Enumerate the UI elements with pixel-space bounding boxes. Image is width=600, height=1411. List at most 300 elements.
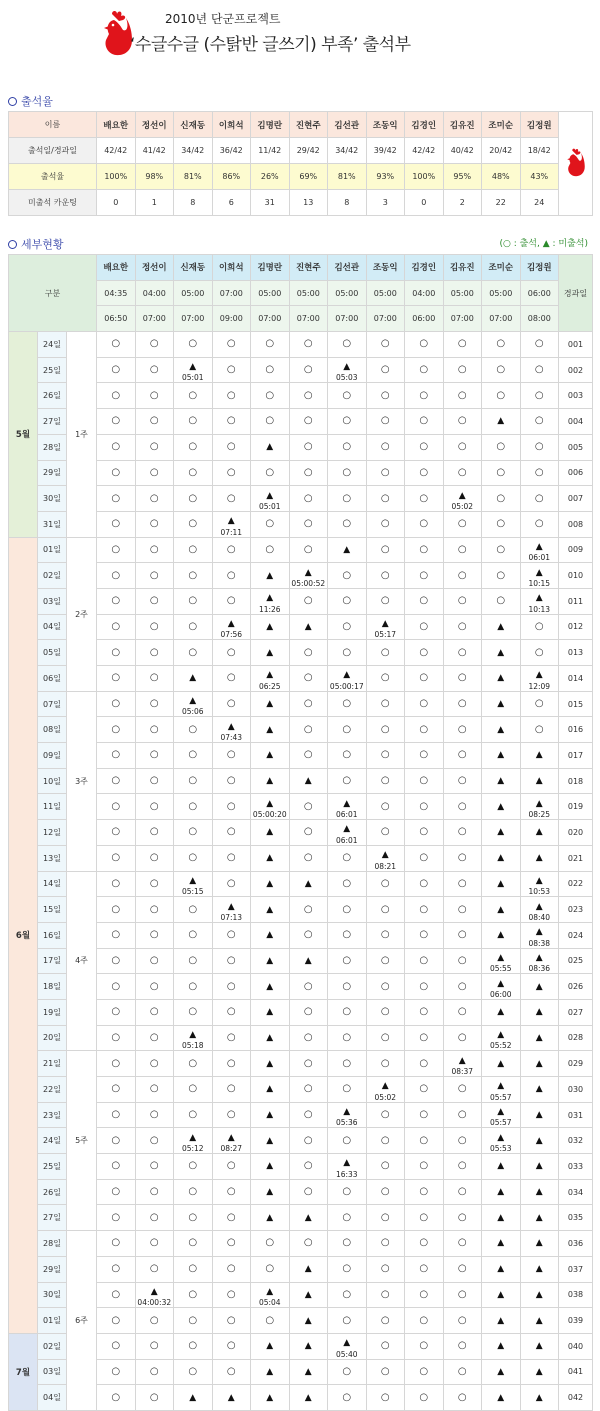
present-mark: ○: [111, 954, 121, 966]
day-row: [9, 563, 593, 589]
present-mark: ○: [380, 518, 390, 530]
attendance-cell: [405, 820, 444, 846]
present-mark: ○: [419, 1057, 429, 1069]
absent-mark: ▲: [535, 593, 543, 604]
attendance-cell: [366, 743, 405, 769]
attendance-cell: [212, 434, 251, 460]
elapsed-day: 025: [559, 948, 593, 974]
attendance-cell: [520, 922, 559, 948]
time-value: 05:00: [289, 280, 328, 306]
attendance-cell: [289, 1102, 328, 1128]
attendance-cell: [174, 717, 213, 743]
absent-mark: ▲: [266, 570, 274, 581]
day-label: 01일: [38, 537, 67, 563]
present-mark: ○: [457, 1391, 467, 1403]
present-mark: ○: [342, 415, 352, 427]
elapsed-day: 012: [559, 614, 593, 640]
attendance-cell: [520, 1308, 559, 1334]
present-mark: ○: [303, 466, 313, 478]
present-mark: ○: [188, 543, 198, 555]
arrival-time: 05:03: [335, 373, 358, 383]
month-label: 7월: [9, 1333, 38, 1410]
attendance-cell: [97, 691, 136, 717]
present-mark: ○: [149, 1006, 159, 1018]
absent-mark: ▲: [497, 1212, 505, 1223]
present-mark: ○: [342, 595, 352, 607]
attendance-cell: [520, 1359, 559, 1385]
attendance-cell: [443, 820, 482, 846]
attendance-cell: [135, 691, 174, 717]
day-label: 23일: [38, 1102, 67, 1128]
day-label: 29일: [38, 1256, 67, 1282]
attendance-cell: [251, 511, 290, 537]
attendance-cell: [443, 332, 482, 358]
present-mark: ○: [342, 980, 352, 992]
time-value: 06:00: [520, 280, 559, 306]
present-mark: ○: [188, 1083, 198, 1095]
present-mark: ○: [380, 1263, 390, 1275]
day-label: 21일: [38, 1051, 67, 1077]
present-mark: ○: [380, 415, 390, 427]
present-mark: ○: [342, 1237, 352, 1249]
attendance-cell: [366, 1256, 405, 1282]
present-mark: ○: [496, 492, 506, 504]
present-mark: ○: [226, 415, 236, 427]
absent-mark: ▲: [189, 1132, 197, 1143]
present-mark: ○: [303, 543, 313, 555]
attendance-cell: [482, 640, 521, 666]
present-mark: ○: [226, 826, 236, 838]
summary-value: 0: [405, 190, 444, 216]
absent-mark: ▲: [266, 490, 274, 501]
attendance-cell: [251, 922, 290, 948]
attendance-cell: [366, 922, 405, 948]
elapsed-day: 005: [559, 434, 593, 460]
arrival-time: 07:43: [220, 733, 243, 743]
attendance-cell: [443, 1051, 482, 1077]
elapsed-day: 007: [559, 486, 593, 512]
attendance-cell: [366, 614, 405, 640]
absent-mark: ▲: [266, 981, 274, 992]
present-mark: ○: [457, 723, 467, 735]
attendance-cell: [520, 332, 559, 358]
attendance-cell: [482, 845, 521, 871]
present-mark: ○: [457, 1365, 467, 1377]
day-row: [9, 1102, 593, 1128]
present-mark: ○: [457, 389, 467, 401]
attendance-cell: [212, 666, 251, 692]
present-mark: ○: [303, 1083, 313, 1095]
attendance-cell: [174, 1128, 213, 1154]
present-mark: ○: [457, 1211, 467, 1223]
present-mark: ○: [457, 441, 467, 453]
present-mark: ○: [457, 852, 467, 864]
attendance-cell: [520, 1179, 559, 1205]
attendance-cell: [405, 537, 444, 563]
member-name: 이희석: [212, 112, 251, 138]
absent-mark: ▲: [227, 618, 235, 629]
present-mark: ○: [303, 749, 313, 761]
arrival-time: 05:00:52: [291, 578, 326, 588]
elapsed-day: 028: [559, 1025, 593, 1051]
attendance-cell: [289, 563, 328, 589]
absent-mark: ▲: [266, 1161, 274, 1172]
absent-mark: ▲: [535, 541, 543, 552]
attendance-cell: [289, 948, 328, 974]
present-mark: ○: [226, 1109, 236, 1121]
attendance-cell: [251, 434, 290, 460]
attendance-cell: [520, 871, 559, 897]
present-mark: ○: [226, 1083, 236, 1095]
present-mark: ○: [342, 877, 352, 889]
day-label: 24일: [38, 1128, 67, 1154]
present-mark: ○: [380, 441, 390, 453]
attendance-cell: [443, 1128, 482, 1154]
present-mark: ○: [380, 1057, 390, 1069]
present-mark: ○: [149, 389, 159, 401]
summary-value: 39/42: [366, 138, 405, 164]
legend: (○ : 출석, ▲ : 미출석): [499, 239, 588, 249]
attendance-cell: [482, 486, 521, 512]
elapsed-day: 006: [559, 460, 593, 486]
attendance-cell: [366, 537, 405, 563]
row-label: 출석율: [9, 164, 97, 190]
member-name: 김명란: [251, 112, 290, 138]
summary-value: 2: [443, 190, 482, 216]
absent-mark: ▲: [304, 776, 312, 787]
attendance-cell: [135, 511, 174, 537]
present-mark: ○: [265, 389, 275, 401]
attendance-cell: [405, 383, 444, 409]
attendance-cell: [174, 1282, 213, 1308]
present-mark: ○: [419, 929, 429, 941]
attendance-cell: [174, 1385, 213, 1411]
present-mark: ○: [380, 492, 390, 504]
attendance-cell: [328, 743, 367, 769]
attendance-cell: [174, 1154, 213, 1180]
present-mark: ○: [226, 1365, 236, 1377]
attendance-cell: [443, 383, 482, 409]
present-mark: ○: [419, 1288, 429, 1300]
arrival-time: 06:01: [528, 553, 551, 563]
attendance-cell: [443, 1154, 482, 1180]
row-label: 출석일/경과일: [9, 138, 97, 164]
present-mark: ○: [419, 1391, 429, 1403]
attendance-cell: [520, 1205, 559, 1231]
arrival-time: 05:01: [258, 501, 281, 511]
attendance-cell: [251, 948, 290, 974]
absent-mark: ▲: [458, 1055, 466, 1066]
attendance-cell: [443, 357, 482, 383]
year-label: 2010년 단군프로젝트: [165, 12, 281, 26]
attendance-cell: [251, 1308, 290, 1334]
attendance-cell: [97, 332, 136, 358]
attendance-cell: [366, 974, 405, 1000]
absent-mark: ▲: [535, 1187, 543, 1198]
present-mark: ○: [419, 1109, 429, 1121]
absent-mark: ▲: [304, 567, 312, 578]
present-mark: ○: [342, 929, 352, 941]
attendance-cell: [289, 1154, 328, 1180]
attendance-cell: [443, 640, 482, 666]
summary-row-absent: [9, 190, 593, 216]
attendance-cell: [366, 1231, 405, 1257]
present-mark: ○: [457, 620, 467, 632]
present-mark: ○: [226, 775, 236, 787]
attendance-cell: [212, 486, 251, 512]
present-mark: ○: [149, 466, 159, 478]
attendance-cell: [174, 434, 213, 460]
present-mark: ○: [111, 1134, 121, 1146]
attendance-cell: [251, 666, 290, 692]
present-mark: ○: [457, 518, 467, 530]
present-mark: ○: [111, 929, 121, 941]
absent-mark: ▲: [227, 516, 235, 527]
present-mark: ○: [111, 389, 121, 401]
member-name: 김유진: [443, 255, 482, 281]
day-label: 06일: [38, 666, 67, 692]
attendance-cell: [212, 1179, 251, 1205]
present-mark: ○: [380, 826, 390, 838]
absent-mark: ▲: [266, 1286, 274, 1297]
present-mark: ○: [303, 1134, 313, 1146]
attendance-cell: [135, 332, 174, 358]
elapsed-day: 040: [559, 1333, 593, 1359]
attendance-cell: [135, 486, 174, 512]
attendance-cell: [97, 1205, 136, 1231]
present-mark: ○: [226, 1057, 236, 1069]
attendance-cell: [328, 948, 367, 974]
attendance-cell: [328, 1128, 367, 1154]
present-mark: ○: [188, 1288, 198, 1300]
time-row: [9, 280, 593, 306]
present-mark: ○: [342, 775, 352, 787]
attendance-cell: [212, 768, 251, 794]
day-label: 04일: [38, 614, 67, 640]
attendance-cell: [405, 1333, 444, 1359]
arrival-time: 12:09: [528, 681, 551, 691]
present-mark: ○: [303, 492, 313, 504]
attendance-cell: [289, 691, 328, 717]
section-attendance-rate-title: [8, 93, 53, 109]
elapsed-day: 037: [559, 1256, 593, 1282]
elapsed-day: 029: [559, 1051, 593, 1077]
attendance-cell: [174, 332, 213, 358]
attendance-cell: [520, 1256, 559, 1282]
attendance-cell: [366, 717, 405, 743]
attendance-cell: [405, 1385, 444, 1411]
day-row: [9, 383, 593, 409]
present-mark: ○: [342, 518, 352, 530]
present-mark: ○: [226, 852, 236, 864]
attendance-cell: [289, 743, 328, 769]
attendance-cell: [135, 999, 174, 1025]
attendance-cell: [97, 537, 136, 563]
attendance-cell: [405, 588, 444, 614]
present-mark: ○: [226, 1031, 236, 1043]
summary-table: [8, 111, 593, 216]
present-mark: ○: [303, 826, 313, 838]
attendance-cell: [289, 383, 328, 409]
present-mark: ○: [342, 954, 352, 966]
arrival-time: 08:27: [220, 1144, 243, 1154]
present-mark: ○: [380, 1006, 390, 1018]
present-mark: ○: [303, 980, 313, 992]
summary-value: 81%: [174, 164, 213, 190]
present-mark: ○: [534, 389, 544, 401]
attendance-cell: [97, 897, 136, 923]
gubun-label: 구분: [9, 255, 97, 332]
present-mark: ○: [265, 466, 275, 478]
attendance-cell: [97, 1359, 136, 1385]
attendance-cell: [289, 1179, 328, 1205]
present-mark: ○: [342, 1186, 352, 1198]
attendance-cell: [482, 1205, 521, 1231]
attendance-cell: [97, 1154, 136, 1180]
present-mark: ○: [534, 441, 544, 453]
present-mark: ○: [149, 595, 159, 607]
attendance-cell: [289, 1128, 328, 1154]
logo-cell: [559, 112, 593, 216]
attendance-cell: [251, 1205, 290, 1231]
attendance-cell: [482, 999, 521, 1025]
absent-mark: ▲: [535, 1058, 543, 1069]
attendance-cell: [328, 1179, 367, 1205]
arrival-time: 05:57: [489, 1092, 512, 1102]
present-mark: ○: [265, 364, 275, 376]
attendance-cell: [135, 614, 174, 640]
attendance-cell: [174, 743, 213, 769]
present-mark: ○: [457, 415, 467, 427]
attendance-cell: [482, 1333, 521, 1359]
present-mark: ○: [111, 1263, 121, 1275]
absent-mark: ▲: [304, 1315, 312, 1326]
attendance-cell: [289, 1333, 328, 1359]
present-mark: ○: [188, 441, 198, 453]
arrival-time: 06:01: [335, 810, 358, 820]
attendance-cell: [251, 640, 290, 666]
member-name: 김선관: [328, 255, 367, 281]
present-mark: ○: [226, 1237, 236, 1249]
absent-mark: ▲: [497, 750, 505, 761]
attendance-cell: [212, 409, 251, 435]
attendance-cell: [251, 1102, 290, 1128]
present-mark: ○: [342, 1006, 352, 1018]
day-row: [9, 486, 593, 512]
present-mark: ○: [419, 1211, 429, 1223]
attendance-cell: [251, 1077, 290, 1103]
present-mark: ○: [380, 1391, 390, 1403]
attendance-cell: [328, 614, 367, 640]
member-name: 김명란: [251, 255, 290, 281]
attendance-cell: [405, 794, 444, 820]
week-label: 1주: [67, 332, 97, 538]
present-mark: ○: [303, 800, 313, 812]
arrival-time: 08:40: [528, 912, 551, 922]
present-mark: ○: [457, 1340, 467, 1352]
attendance-cell: [251, 460, 290, 486]
member-name: 김경인: [405, 255, 444, 281]
summary-value: 34/42: [328, 138, 367, 164]
attendance-cell: [328, 460, 367, 486]
absent-mark: ▲: [497, 878, 505, 889]
attendance-cell: [328, 794, 367, 820]
present-mark: ○: [226, 800, 236, 812]
present-mark: ○: [188, 569, 198, 581]
attendance-cell: [482, 871, 521, 897]
attendance-cell: [443, 1359, 482, 1385]
absent-mark: ▲: [535, 1315, 543, 1326]
present-mark: ○: [380, 569, 390, 581]
absent-mark: ▲: [535, 1392, 543, 1403]
present-mark: ○: [111, 338, 121, 350]
attendance-cell: [366, 511, 405, 537]
week-label: 2주: [67, 537, 97, 691]
attendance-cell: [97, 563, 136, 589]
attendance-cell: [251, 1231, 290, 1257]
attendance-cell: [405, 614, 444, 640]
attendance-cell: [135, 563, 174, 589]
present-mark: ○: [457, 1288, 467, 1300]
absent-mark: ▲: [497, 1392, 505, 1403]
member-name: 김경인: [405, 112, 444, 138]
arrival-time: 10:15: [528, 578, 551, 588]
attendance-cell: [289, 1359, 328, 1385]
absent-mark: ▲: [343, 824, 351, 835]
day-row: [9, 460, 593, 486]
summary-value: 36/42: [212, 138, 251, 164]
attendance-cell: [328, 1231, 367, 1257]
attendance-cell: [405, 357, 444, 383]
summary-value: 13: [289, 190, 328, 216]
member-name: 김정원: [520, 112, 559, 138]
absent-mark: ▲: [497, 801, 505, 812]
arrival-time: 11:26: [258, 604, 281, 614]
summary-value: 18/42: [520, 138, 559, 164]
present-mark: ○: [419, 1031, 429, 1043]
summary-value: 11/42: [251, 138, 290, 164]
attendance-cell: [443, 1077, 482, 1103]
rooster-small-icon: [564, 171, 588, 180]
present-mark: ○: [226, 1314, 236, 1326]
arrival-time: 05:40: [335, 1349, 358, 1359]
attendance-cell: [328, 640, 367, 666]
attendance-cell: [482, 794, 521, 820]
attendance-cell: [289, 332, 328, 358]
member-name: 김정원: [520, 255, 559, 281]
present-mark: ○: [457, 646, 467, 658]
day-label: 16일: [38, 922, 67, 948]
attendance-cell: [482, 1179, 521, 1205]
arrival-time: 05:02: [451, 501, 474, 511]
absent-mark: ▲: [343, 670, 351, 681]
present-mark: ○: [226, 441, 236, 453]
week-label: 6주: [67, 1231, 97, 1411]
attendance-cell: [366, 332, 405, 358]
member-name: 배요한: [97, 255, 136, 281]
attendance-cell: [405, 1308, 444, 1334]
attendance-cell: [97, 1179, 136, 1205]
attendance-cell: [405, 1359, 444, 1385]
present-mark: ○: [111, 466, 121, 478]
attendance-cell: [366, 1385, 405, 1411]
day-label: 04일: [38, 1385, 67, 1411]
summary-value: 24: [520, 190, 559, 216]
elapsed-day: 030: [559, 1077, 593, 1103]
attendance-cell: [135, 948, 174, 974]
attendance-cell: [366, 1102, 405, 1128]
attendance-cell: [366, 999, 405, 1025]
